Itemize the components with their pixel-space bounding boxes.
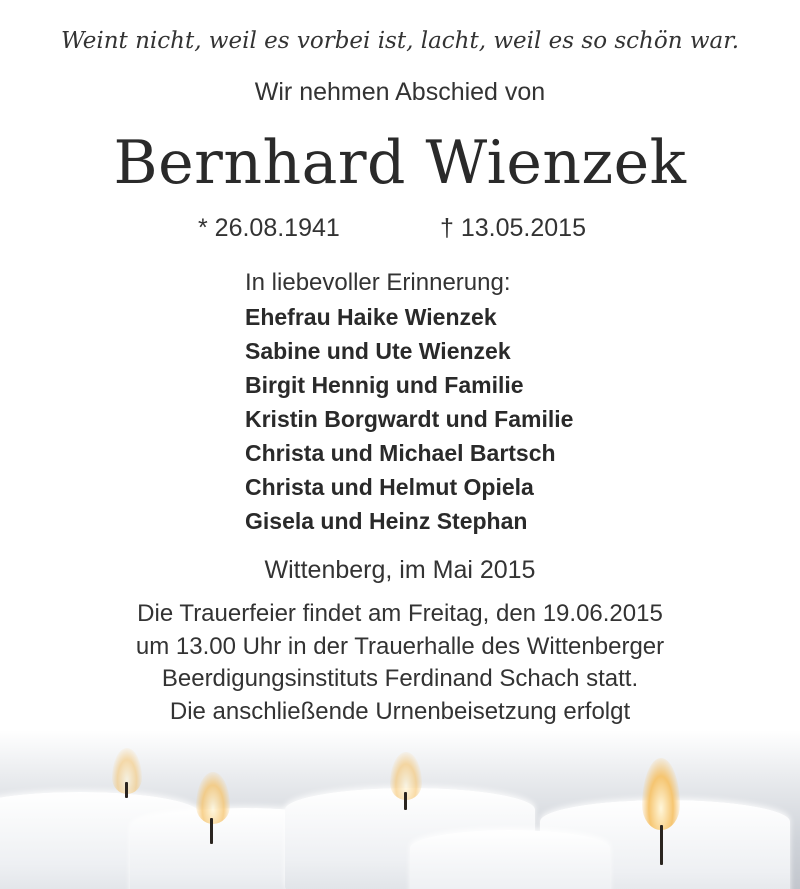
candle bbox=[410, 830, 610, 889]
wick bbox=[125, 782, 128, 798]
mourner: Ehefrau Haike Wienzek bbox=[245, 304, 497, 330]
mourner: Kristin Borgwardt und Familie bbox=[245, 406, 574, 432]
service-line: Beerdigungsinstituts Ferdinand Schach statt. bbox=[161, 665, 639, 692]
flame bbox=[642, 758, 680, 830]
deceased-name: Bernhard Wienzek bbox=[113, 128, 687, 198]
memory-lead: In liebevoller Erinnerung: bbox=[245, 269, 511, 296]
intro-text: Wir nehmen Abschied von bbox=[254, 78, 546, 106]
service-line: Die Trauerfeier findet am Freitag, den 19.06.2015 bbox=[137, 600, 663, 627]
wick bbox=[210, 818, 213, 844]
death-date: † 13.05.2015 bbox=[440, 214, 586, 242]
mourner: Birgit Hennig und Familie bbox=[245, 372, 524, 398]
candles-photo bbox=[0, 730, 800, 889]
birth-date: * 26.08.1941 bbox=[198, 214, 340, 242]
motto: Weint nicht, weil es vorbei ist, lacht, weil es so schön war. bbox=[60, 28, 740, 54]
place-date: Wittenberg, im Mai 2015 bbox=[264, 556, 536, 584]
mourners-list bbox=[245, 266, 573, 538]
mourner: Sabine und Ute Wienzek bbox=[245, 338, 511, 364]
wick bbox=[660, 825, 663, 865]
wick bbox=[404, 792, 407, 810]
mourner: Christa und Michael Bartsch bbox=[245, 440, 556, 466]
mourner: Christa und Helmut Opiela bbox=[245, 474, 534, 500]
mourner: Gisela und Heinz Stephan bbox=[245, 508, 528, 534]
service-line: Die anschließende Urnenbeisetzung erfolgt bbox=[169, 697, 631, 725]
flame bbox=[196, 772, 230, 824]
service-line: um 13.00 Uhr in der Trauerhalle des Wittenberger bbox=[135, 632, 665, 660]
